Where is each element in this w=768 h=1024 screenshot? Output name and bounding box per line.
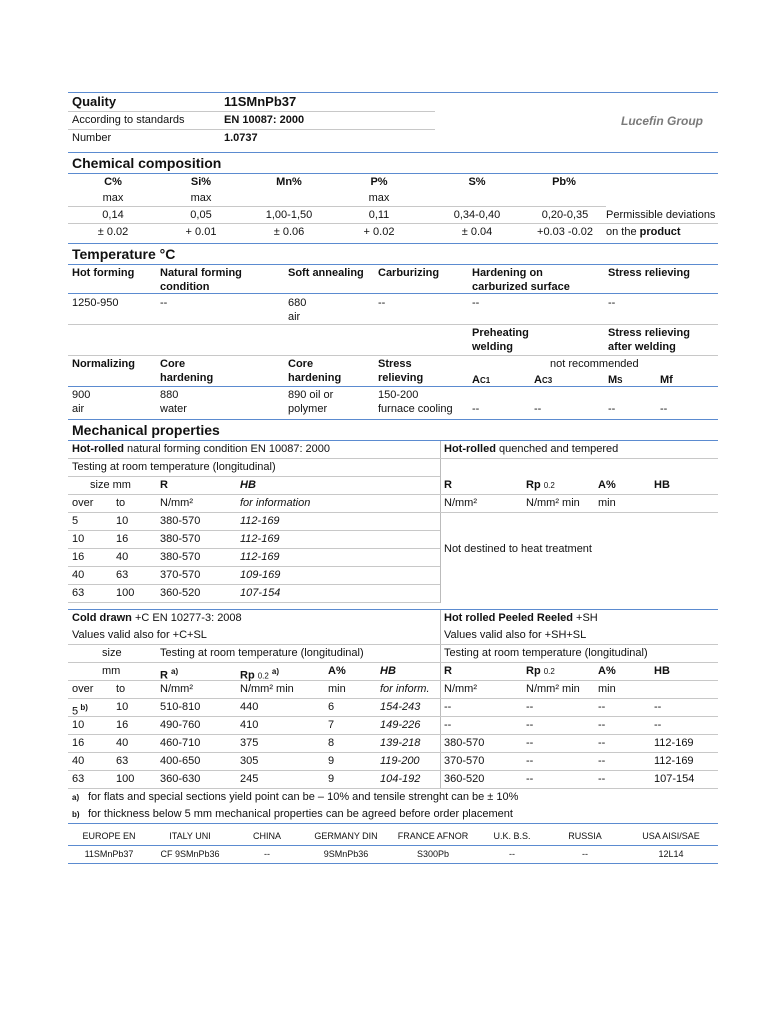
footnote-b: for thickness below 5 mm mechanical properties can be agreed before order placement bbox=[88, 808, 513, 820]
hr-r: 380-570 bbox=[160, 551, 201, 563]
section-chemical bbox=[68, 152, 718, 174]
footnote-a-mark: a) bbox=[72, 793, 80, 802]
cd-h-r: R $^{a)}$ bbox=[160, 667, 179, 682]
table-row bbox=[68, 771, 718, 789]
table-row bbox=[68, 549, 440, 567]
temp-h-soft-annealing: Soft annealing bbox=[288, 267, 364, 279]
pr-h-rp: Rp 0.2 bbox=[526, 665, 555, 677]
hr-over: 5 bbox=[72, 515, 79, 527]
hot-rolled-table bbox=[68, 441, 718, 603]
eq-header-7: USA AISI/SAE bbox=[642, 831, 700, 841]
quality-value: 11SMnPb37 bbox=[224, 94, 297, 109]
hrq-u-nmm: N/mm² bbox=[444, 497, 477, 509]
pr-a: -- bbox=[598, 737, 606, 749]
cd-to: 16 bbox=[116, 719, 129, 731]
hr-over: 63 bbox=[72, 587, 85, 599]
cd-h-a: A% bbox=[328, 665, 346, 677]
chem-col-si: Si% bbox=[190, 176, 212, 188]
temp-h-case-hardening: Core hardening bbox=[288, 358, 342, 384]
chem-dev-p: + 0.02 bbox=[363, 226, 395, 238]
cd-hb: 104-192 bbox=[380, 773, 421, 785]
chem-max-c: max bbox=[102, 192, 124, 204]
pr-title: Hot rolled Peeled Reeled +SH bbox=[444, 612, 598, 624]
cd-h-hb: HB bbox=[380, 665, 396, 677]
temp-v-natural: -- bbox=[160, 297, 168, 309]
hrq-h-rp: Rp 0.2 bbox=[526, 479, 555, 491]
section-temperature bbox=[68, 243, 718, 265]
chem-dev-si: + 0.01 bbox=[185, 226, 217, 238]
table-row bbox=[68, 735, 718, 753]
hr-h-r: R bbox=[160, 479, 168, 491]
cd-a: 9 bbox=[328, 755, 335, 767]
eq-header-5: U.K. B.S. bbox=[493, 831, 531, 841]
temp-v-core: 880 water bbox=[160, 389, 187, 415]
cd-title: Cold drawn +C EN 10277-3: 2008 bbox=[72, 612, 242, 624]
hr-u-info: for information bbox=[240, 497, 311, 509]
cd-u-inform: for inform. bbox=[380, 683, 430, 695]
temp-not-recommended: not recommended bbox=[550, 358, 639, 370]
cd-to: 10 bbox=[116, 701, 129, 713]
eq-header-2: CHINA bbox=[252, 831, 281, 841]
table-row bbox=[68, 753, 718, 771]
hrq-u-min: min bbox=[598, 497, 616, 509]
cd-r: 400-650 bbox=[160, 755, 201, 767]
cd-valid: Values valid also for +C+SL bbox=[72, 629, 207, 641]
footnotes bbox=[68, 789, 718, 824]
equivalents-table bbox=[68, 828, 718, 864]
temp-v-normalizing: 900 air bbox=[72, 389, 91, 415]
cd-hb: 119-200 bbox=[380, 755, 420, 767]
eq-header-0: EUROPE EN bbox=[82, 831, 136, 841]
hr-r: 360-520 bbox=[160, 587, 201, 599]
table-row bbox=[68, 513, 440, 531]
hr-left-title: Hot-rolled natural forming condition EN 10087: 2000 bbox=[72, 443, 331, 455]
chem-dev-pb: +0.03 -0.02 bbox=[537, 226, 593, 238]
hr-to: 100 bbox=[116, 587, 135, 599]
hr-h-over: over bbox=[72, 497, 94, 509]
chem-val-pb: 0,20-0,35 bbox=[541, 209, 589, 221]
pr-rp: -- bbox=[526, 737, 534, 749]
pr-a: -- bbox=[598, 755, 606, 767]
number-label: Number bbox=[72, 132, 112, 144]
chem-max-si: max bbox=[190, 192, 212, 204]
cd-over: 40 bbox=[72, 755, 85, 767]
temp-h-stress-weld: Stress relieving after welding bbox=[608, 327, 690, 353]
pr-a: -- bbox=[598, 773, 606, 785]
hr-rows bbox=[68, 513, 718, 603]
hrq-h-r: R bbox=[444, 479, 452, 491]
temp-v-hot-forming: 1250-950 bbox=[72, 297, 119, 309]
temp-h-hardening-carb: Hardening on carburized surface bbox=[472, 267, 570, 293]
temp-h-natural: Natural forming condition bbox=[160, 267, 242, 293]
cd-a: 7 bbox=[328, 719, 335, 731]
table-row bbox=[68, 585, 440, 603]
pr-rp: -- bbox=[526, 755, 534, 767]
temp-v-mf: -- bbox=[660, 403, 668, 415]
chem-col-s: S% bbox=[468, 176, 486, 188]
temp-h-core-hardening: Core hardening bbox=[160, 358, 214, 384]
temp-v-soft: 680 air bbox=[288, 297, 307, 323]
temp-h-ms: MS bbox=[608, 374, 623, 386]
standards-label: According to standards bbox=[72, 114, 185, 126]
eq-value-6: -- bbox=[582, 849, 588, 859]
row-footnote-b-mark: b) bbox=[78, 703, 88, 712]
eq-header-3: GERMANY DIN bbox=[314, 831, 378, 841]
hr-r: 370-570 bbox=[160, 569, 201, 581]
pr-r: -- bbox=[444, 701, 452, 713]
pr-hb: 112-169 bbox=[654, 755, 694, 767]
cd-h-rp: Rp 0.2 $^{a)}$ bbox=[240, 667, 280, 682]
chem-col-c: C% bbox=[104, 176, 122, 188]
chem-dev-c: ± 0.02 bbox=[97, 226, 129, 238]
temp-v-carb: -- bbox=[378, 297, 386, 309]
eq-header-6: RUSSIA bbox=[568, 831, 602, 841]
hr-to: 10 bbox=[116, 515, 129, 527]
temp-h-ac3: AC3 bbox=[534, 374, 553, 386]
cd-mm: mm bbox=[102, 665, 121, 677]
pr-h-hb: HB bbox=[654, 665, 670, 677]
pr-u-min: min bbox=[598, 683, 616, 695]
eq-header-1: ITALY UNI bbox=[169, 831, 211, 841]
chem-note-1: Permissible deviations bbox=[606, 209, 716, 221]
datasheet bbox=[68, 92, 718, 864]
cold-drawn-table bbox=[68, 609, 718, 789]
hr-hb: 112-169 bbox=[240, 551, 280, 563]
pr-hb: 112-169 bbox=[654, 737, 694, 749]
hrq-h-a: A% bbox=[598, 479, 616, 491]
hr-h-to: to bbox=[116, 497, 126, 509]
cd-r: 360-630 bbox=[160, 773, 201, 785]
table-row bbox=[68, 699, 718, 717]
hrq-u-nmm-min: N/mm² min bbox=[526, 497, 580, 509]
pr-rp: -- bbox=[526, 773, 534, 785]
temp-v-case: 890 oil or polymer bbox=[288, 389, 334, 415]
cd-a: 6 bbox=[328, 701, 335, 713]
eq-value-4: S300Pb bbox=[416, 849, 450, 859]
eq-header-4: FRANCE AFNOR bbox=[397, 831, 469, 841]
cd-u-nmm-min: N/mm² min bbox=[240, 683, 294, 695]
pr-valid: Values valid also for +SH+SL bbox=[444, 629, 587, 641]
number-value: 1.0737 bbox=[224, 132, 258, 144]
temp-v-sr: 150-200 furnace cooling bbox=[378, 389, 453, 415]
temp-h-ac1: AC1 bbox=[472, 374, 491, 386]
hr-hb: 112-169 bbox=[240, 515, 280, 527]
pr-testing: Testing at room temperature (longitudinal) bbox=[444, 647, 648, 659]
hr-to: 16 bbox=[116, 533, 129, 545]
cd-over: 10 bbox=[72, 719, 85, 731]
hr-over: 16 bbox=[72, 551, 85, 563]
pr-a: -- bbox=[598, 701, 606, 713]
table-row bbox=[68, 717, 718, 735]
cd-r: 460-710 bbox=[160, 737, 201, 749]
table-row bbox=[68, 567, 440, 585]
eq-value-7: 12L14 bbox=[658, 849, 684, 859]
chem-val-s: 0,34-0,40 bbox=[453, 209, 501, 221]
hr-right-title: Hot-rolled quenched and tempered bbox=[444, 443, 619, 455]
temp-h-hot-forming: Hot forming bbox=[72, 267, 135, 279]
hr-over: 10 bbox=[72, 533, 85, 545]
chem-note-2: on the product bbox=[606, 226, 681, 238]
pr-h-a: A% bbox=[598, 665, 616, 677]
hrq-not-destined: Not destined to heat treatment bbox=[444, 543, 592, 555]
temperature-title: Temperature °C bbox=[72, 246, 176, 262]
hr-u-nmm: N/mm² bbox=[160, 497, 193, 509]
temp-v-ac3: -- bbox=[534, 403, 542, 415]
hrq-h-hb: HB bbox=[654, 479, 670, 491]
cd-h-over: over bbox=[72, 683, 94, 695]
eq-value-5: -- bbox=[509, 849, 515, 859]
eq-value-0: 11SMnPb37 bbox=[84, 849, 134, 859]
temp-h-stress-relieving: Stress relieving bbox=[378, 358, 424, 384]
hr-h-hb: HB bbox=[240, 479, 256, 491]
temp-h-mf: Mf bbox=[660, 374, 673, 386]
chemical-table bbox=[68, 174, 718, 240]
pr-r: 360-520 bbox=[444, 773, 485, 785]
temp-v-hard-carb: -- bbox=[472, 297, 480, 309]
eq-value-3: 9SMnPb36 bbox=[323, 849, 369, 859]
hr-over: 40 bbox=[72, 569, 85, 581]
hr-r: 380-570 bbox=[160, 515, 201, 527]
cd-hb: 139-218 bbox=[380, 737, 421, 749]
hr-to: 40 bbox=[116, 551, 129, 563]
cd-r: 510-810 bbox=[160, 701, 201, 713]
chem-col-mn: Mn% bbox=[276, 176, 302, 188]
hr-r: 380-570 bbox=[160, 533, 201, 545]
pr-u-nmm: N/mm² bbox=[444, 683, 477, 695]
cd-hb: 149-226 bbox=[380, 719, 421, 731]
temperature-table bbox=[68, 265, 718, 417]
cd-h-to: to bbox=[116, 683, 126, 695]
hr-testing: Testing at room temperature (longitudinal) bbox=[72, 461, 276, 473]
hr-to: 63 bbox=[116, 569, 129, 581]
temp-h-normalizing: Normalizing bbox=[72, 358, 135, 370]
eq-value-2: -- bbox=[264, 849, 270, 859]
cd-rows bbox=[68, 699, 718, 789]
pr-h-r: R bbox=[444, 665, 452, 677]
chem-val-p: 0,11 bbox=[368, 209, 390, 221]
cd-rp: 245 bbox=[240, 773, 259, 785]
cd-u-min: min bbox=[328, 683, 346, 695]
pr-hb: -- bbox=[654, 719, 662, 731]
footnote-b-mark: b) bbox=[72, 810, 80, 819]
chem-val-c: 0,14 bbox=[102, 209, 124, 221]
pr-a: -- bbox=[598, 719, 606, 731]
hr-size-mm: size mm bbox=[90, 479, 131, 491]
cd-over: 5 $^{b)}$ bbox=[72, 703, 88, 718]
cd-rp: 410 bbox=[240, 719, 259, 731]
standards-value: EN 10087: 2000 bbox=[224, 114, 305, 126]
chem-col-p: P% bbox=[370, 176, 388, 188]
cd-testing: Testing at room temperature (longitudinal) bbox=[160, 647, 364, 659]
cd-rp: 305 bbox=[240, 755, 259, 767]
pr-hb: -- bbox=[654, 701, 662, 713]
cd-r: 490-760 bbox=[160, 719, 201, 731]
temp-h-stress: Stress relieving bbox=[608, 267, 690, 279]
quality-label: Quality bbox=[72, 94, 117, 109]
pr-r: -- bbox=[444, 719, 452, 731]
eq-value-1: CF 9SMnPb36 bbox=[160, 849, 220, 859]
chem-dev-mn: ± 0.06 bbox=[273, 226, 305, 238]
cd-over: 16 bbox=[72, 737, 85, 749]
footnote-a: for flats and special sections yield point can be – 10% and tensile strenght can be ± 10% bbox=[88, 791, 519, 803]
cd-u-nmm: N/mm² bbox=[160, 683, 193, 695]
temp-v-ac1: -- bbox=[472, 403, 480, 415]
section-mechanical bbox=[68, 419, 718, 441]
pr-r: 380-570 bbox=[444, 737, 485, 749]
temp-v-stress: -- bbox=[608, 297, 616, 309]
cd-to: 100 bbox=[116, 773, 135, 785]
pr-r: 370-570 bbox=[444, 755, 485, 767]
cd-rp: 375 bbox=[240, 737, 259, 749]
brand-logo-text: Lucefin Group bbox=[621, 114, 703, 128]
header bbox=[68, 92, 718, 149]
hr-hb: 107-154 bbox=[240, 587, 281, 599]
temp-v-ms: -- bbox=[608, 403, 616, 415]
pr-u-nmm-min: N/mm² min bbox=[526, 683, 580, 695]
chem-max-p: max bbox=[368, 192, 390, 204]
cd-a: 9 bbox=[328, 773, 335, 785]
chem-col-pb: Pb% bbox=[552, 176, 576, 188]
cd-over: 63 bbox=[72, 773, 85, 785]
chem-val-si: 0,05 bbox=[190, 209, 212, 221]
cd-rp: 440 bbox=[240, 701, 259, 713]
temp-h-carburizing: Carburizing bbox=[378, 267, 440, 279]
pr-rp: -- bbox=[526, 719, 534, 731]
table-row bbox=[68, 531, 440, 549]
cd-size: size bbox=[102, 647, 122, 659]
pr-hb: 107-154 bbox=[654, 773, 695, 785]
temp-h-preheating: Preheating welding bbox=[472, 327, 529, 353]
chem-dev-s: ± 0.04 bbox=[461, 226, 493, 238]
chemical-title: Chemical composition bbox=[72, 155, 222, 171]
chem-val-mn: 1,00-1,50 bbox=[265, 209, 313, 221]
hr-hb: 112-169 bbox=[240, 533, 280, 545]
cd-a: 8 bbox=[328, 737, 335, 749]
mechanical-title: Mechanical properties bbox=[72, 422, 220, 438]
hr-hb: 109-169 bbox=[240, 569, 281, 581]
cd-to: 40 bbox=[116, 737, 129, 749]
cd-hb: 154-243 bbox=[380, 701, 421, 713]
cd-to: 63 bbox=[116, 755, 129, 767]
pr-rp: -- bbox=[526, 701, 534, 713]
